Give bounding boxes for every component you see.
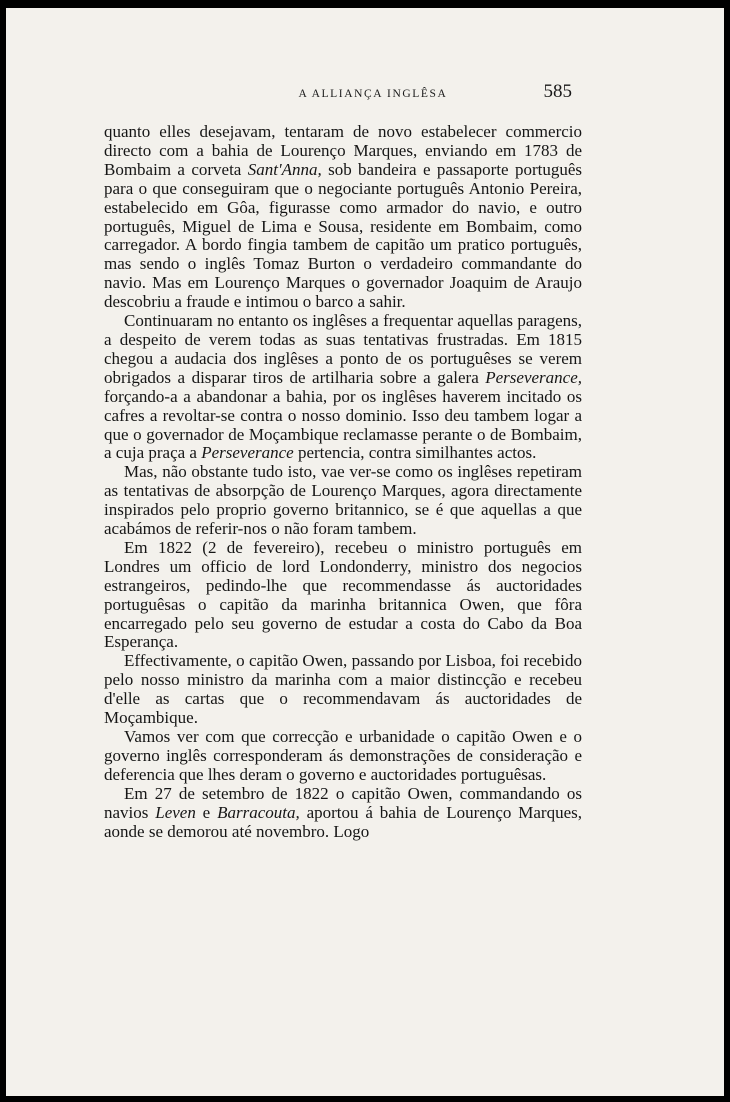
running-head-title: A ALLIANÇA INGLÊSA: [298, 88, 448, 100]
text-run: aportou á bahia de Lourenço Marques, aonde se demorou até novembro. Logo: [104, 802, 582, 841]
paragraph: [104, 123, 582, 312]
text-run: Em 27 de setembro de 1822 o capitão Owen, commandando os navios: [104, 783, 582, 822]
paragraph: [104, 463, 582, 539]
text-run: Vamos ver com que correcção e urbanidade o capitão Owen e o governo inglês corresponderam ás demonstrações de consideração e deferencia que lhes deram o governo e auctoridades portuguêsas.: [104, 727, 582, 784]
text-run: sob bandeira e passaporte português para o que conseguiram que o negociante português Antonio Pereira, estabelecido em Gôa, figurasse como armador do navio, e outro português, Miguel de Lima e Sousa, residente em Bombaim, como carregador. A bordo fingia tambem de capitão um pratico português, mas sendo o inglês Tomaz Burton o verdadeiro commandante do navio. Mas em Lourenço Marques o governador Joaquim de Araujo descobriu a fraude e intimou o barco a sahir.: [104, 159, 583, 312]
book-page: [6, 8, 724, 1096]
text-run: Em 1822 (2 de fevereiro), recebeu o ministro português em Londres um officio de lord Londonderry, ministro dos negocios estrangeiros, pedindo-lhe que recommendasse ás auctoridades portuguêsas o capitão da marinha britannica Owen, que fôra encarregado pelo seu governo de estudar a costa do Cabo da Boa Esperança.: [104, 537, 582, 652]
paragraph: [104, 539, 582, 652]
text-run: Continuaram no entanto os inglêses a frequentar aquellas paragens, a despeito de verem todas as suas tentativas frustradas. Em 1815 chegou a audacia dos inglêses a ponto de os portuguêses se verem obrigados a disparar tiros de artilharia sobre a galera: [104, 311, 582, 387]
text-run: pertencia, contra similhantes actos.: [293, 443, 537, 463]
italic-text-run: Leven: [155, 802, 196, 822]
running-head: [6, 80, 724, 110]
italic-text-run: Perseverance: [201, 443, 294, 463]
paragraph: [104, 728, 582, 785]
paragraph: [104, 785, 582, 842]
body-text: [104, 123, 582, 841]
text-run: quanto elles desejavam, tentaram de novo estabelecer commercio directo com a bahia de Lourenço Marques, enviando em 1783 de Bombaim a corveta: [104, 122, 582, 179]
italic-text-run: Perseverance,: [485, 367, 582, 387]
italic-text-run: Sant'Anna,: [247, 159, 322, 179]
page-number: 585: [543, 81, 572, 102]
text-run: Mas, não obstante tudo isto, vae ver-se como os inglêses repetiram as tentativas de absorpção de Lourenço Marques, agora directamente inspirados pelo proprio governo britannico, se é que aquellas a que acabámos de referir-nos o não foram tambem.: [104, 462, 582, 539]
text-run: e: [195, 802, 218, 822]
text-run: Effectivamente, o capitão Owen, passando por Lisboa, foi recebido pelo nosso ministro da marinha com a maior distincção e recebeu d'elle as cartas que o recommendavam ás auctoridades de Moçambique.: [104, 651, 582, 728]
italic-text-run: Barracouta,: [217, 802, 300, 822]
text-run: forçando-a a abandonar a bahia, por os inglêses haverem incitado os cafres a revoltar-se contra o nosso dominio. Isso deu tambem logar a que o governador de Moçambique reclamasse perante o de Bombaim, a cuja praça a: [104, 386, 582, 463]
paragraph: [104, 312, 582, 463]
paragraph: [104, 652, 582, 728]
